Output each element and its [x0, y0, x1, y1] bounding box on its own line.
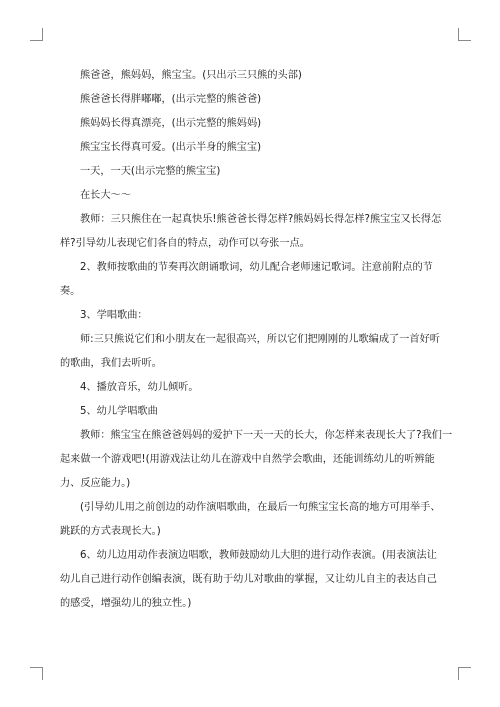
crop-mark-bottom-right [458, 667, 471, 680]
paragraph-line: 6、幼儿边用动作表演边唱歌，教师鼓励幼儿大胆的进行动作表演。(用表演法让 [80, 550, 437, 561]
paragraph-line: 跳跃的方式表现长大。) [60, 526, 161, 537]
paragraph-line: 在长大～～ [80, 190, 131, 201]
paragraph-line: 熊爸爸，熊妈妈，熊宝宝。(只出示三只熊的头部) [80, 70, 302, 81]
paragraph-line: 样?引导幼儿表现它们各自的特点，动作可以夸张一点。 [60, 238, 310, 249]
document-body [60, 64, 453, 616]
paragraph-line: 熊爸爸长得胖嘟嘟，(出示完整的熊爸爸) [80, 94, 262, 105]
paragraph-line: 的感受，增强幼儿的独立性。) [60, 598, 192, 609]
paragraph-line: 4、播放音乐，幼儿倾听。 [80, 382, 199, 393]
paragraph-line: 教师：三只熊住在一起真快乐!熊爸爸长得怎样?熊妈妈长得怎样?熊宝宝又长得怎 [80, 214, 442, 225]
crop-mark-top-right [458, 28, 471, 41]
paragraph-line: (引导幼儿用之前创边的动作演唱歌曲，在最后一句熊宝宝长高的地方可用举手、 [80, 502, 441, 513]
paragraph-line: 2、教师按歌曲的节奏再次朗诵歌词，幼儿配合老师速记歌词。注意前附点的节 [80, 262, 433, 273]
paragraph-line: 3、学唱歌曲： [80, 310, 148, 321]
paragraph-line: 幼儿自己进行动作创编表演，既有助于幼儿对歌曲的掌握，又让幼儿自主的表达自己 [60, 574, 437, 585]
paragraph-line: 熊宝宝长得真可爱。(出示半身的熊宝宝) [80, 142, 262, 153]
paragraph-line: 力、反应能力。) [60, 478, 131, 489]
paragraph-line: 奏。 [60, 286, 81, 297]
crop-mark-top-left [30, 28, 43, 41]
paragraph-line: 的歌曲，我们去听听。 [60, 358, 162, 369]
crop-mark-bottom-left [30, 667, 43, 680]
paragraph-line: 师:三只熊说它们和小朋友在一起很高兴，所以它们把刚刚的儿歌编成了一首好听 [80, 334, 440, 345]
paragraph-line: 5、幼儿学唱歌曲 [80, 406, 158, 417]
paragraph-line: 教师：熊宝宝在熊爸爸妈妈的爱护下一天一天的长大，你怎样来表现长大了?我们一 [80, 430, 453, 441]
paragraph-line: 一天，一天(出示完整的熊宝宝) [80, 166, 221, 177]
paragraph-line: 熊妈妈长得真漂亮，(出示完整的熊妈妈) [80, 118, 262, 129]
paragraph-line: 起来做一个游戏吧!(用游戏法让幼儿在游戏中自然学会歌曲，还能训练幼儿的听辨能 [60, 454, 435, 465]
